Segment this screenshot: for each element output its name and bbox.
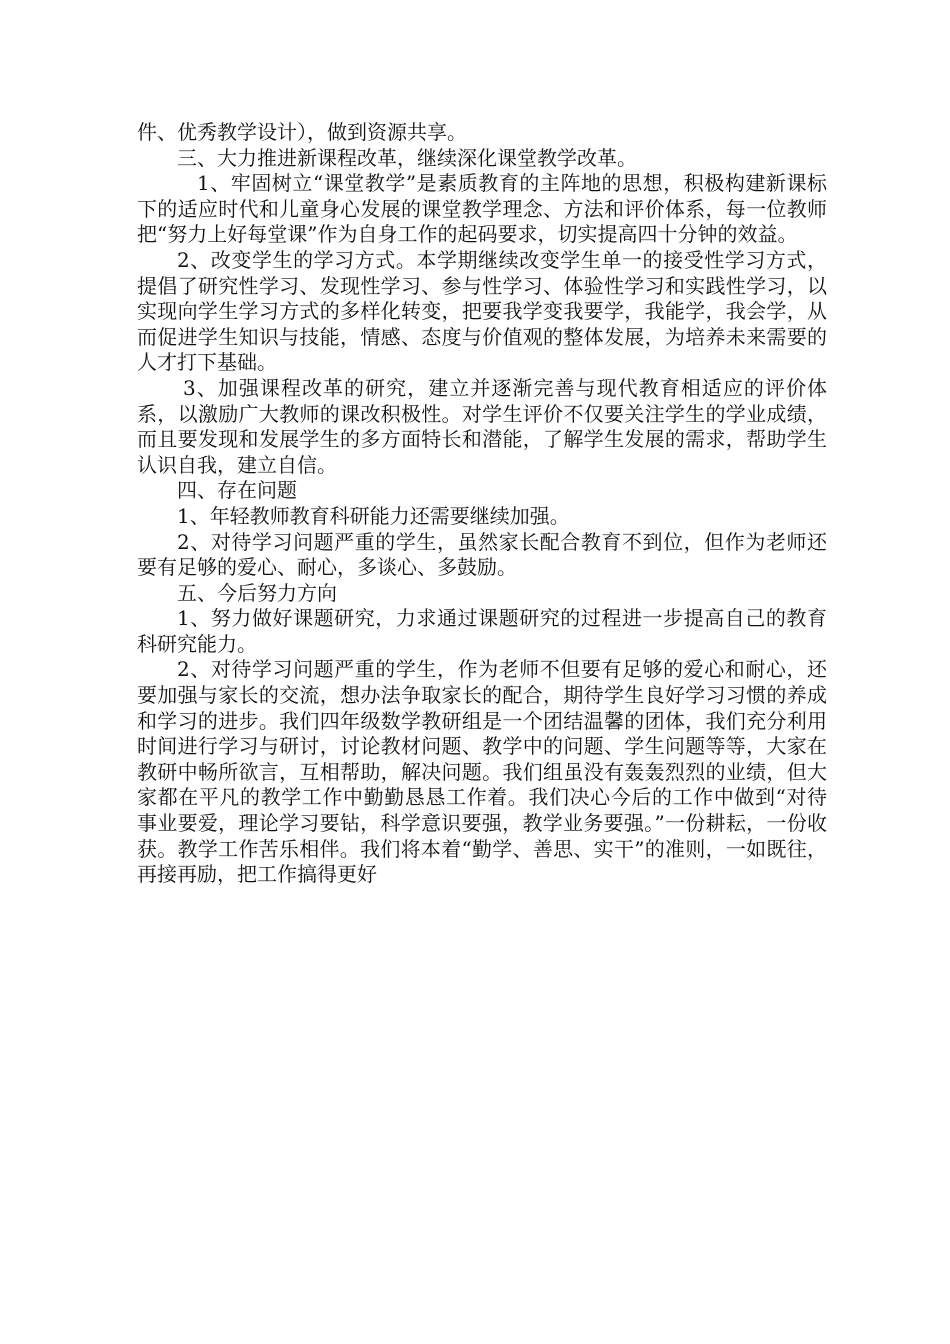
paragraph-direction-one: 1、努力做好课题研究，力求通过课题研究的过程进一步提高自己的教育科研究能力。 <box>137 606 827 656</box>
heading-section-five: 五、今后努力方向 <box>177 580 337 605</box>
paragraph-problem-one: 1、年轻教师教育科研能力还需要继续加强。 <box>177 503 570 528</box>
paragraph-classroom-teaching: 1、牢固树立“课堂教学”是素质教育的主阵地的思想，积极构建新课标下的适应时代和儿童身心发展的课堂教学理念、方法和评价体系，每一位教师把“努力上好每堂课”作为自身工作的起码要求，切实提高四十分钟的效益。 <box>137 171 827 247</box>
paragraph-problem-two: 2、对待学习问题严重的学生，虽然家长配合教育不到位，但作为老师还要有足够的爱心、耐心，多谈心、多鼓励。 <box>137 529 827 580</box>
heading-section-four: 四、存在问题 <box>177 478 297 503</box>
paragraph-learning-style: 2、改变学生的学习方式。本学期继续改变学生单一的接受性学习方式，提倡了研究性学习、发现性学习、参与性学习、体验性学习和实践性学习，以实现向学生学习方式的多样化转变，把要我学变我要学，我能学，我会学，从而促进学生知识与技能，情感、态度与价值观的整体发展，为培养未来需要的人才打下基础。 <box>137 247 827 375</box>
document-body <box>137 120 827 888</box>
paragraph-direction-two: 2、对待学习问题严重的学生，作为老师不但要有足够的爱心和耐心，还要加强与家长的交流，想办法争取家长的配合，期待学生良好学习习惯的养成和学习的进步。我们四年级数学教研组是一个团结温馨的团体，我们充分利用时间进行学习与研讨，讨论教材问题、教学中的问题、学生问题等等，大家在教研中畅所欲言，互相帮助，解决问题。我们组虽没有轰轰烈烈的业绩，但大家都在平凡的教学工作中勤勤恳恳工作着。我们决心今后的工作中做到“对待事业要爱，理论学习要钻，科学意识要强，教学业务要强。”一份耕耘，一份收获。教学工作苦乐相伴。我们将本着“勤学、善思、实干”的准则，一如既往，再接再励，把工作搞得更好 <box>137 657 827 887</box>
heading-section-three: 三、大力推进新课程改革，继续深化课堂教学改革。 <box>177 145 637 170</box>
paragraph-resource-sharing: 件、优秀教学设计），做到资源共享。 <box>137 120 467 144</box>
paragraph-curriculum-research: 3、加强课程改革的研究，建立并逐渐完善与现代教育相适应的评价体系，以激励广大教师的课改积极性。对学生评价不仅要关注学生的学业成绩，而且要发现和发展学生的多方面特长和潜能，了解学生发展的需求，帮助学生认识自我，建立自信。 <box>137 375 827 477</box>
